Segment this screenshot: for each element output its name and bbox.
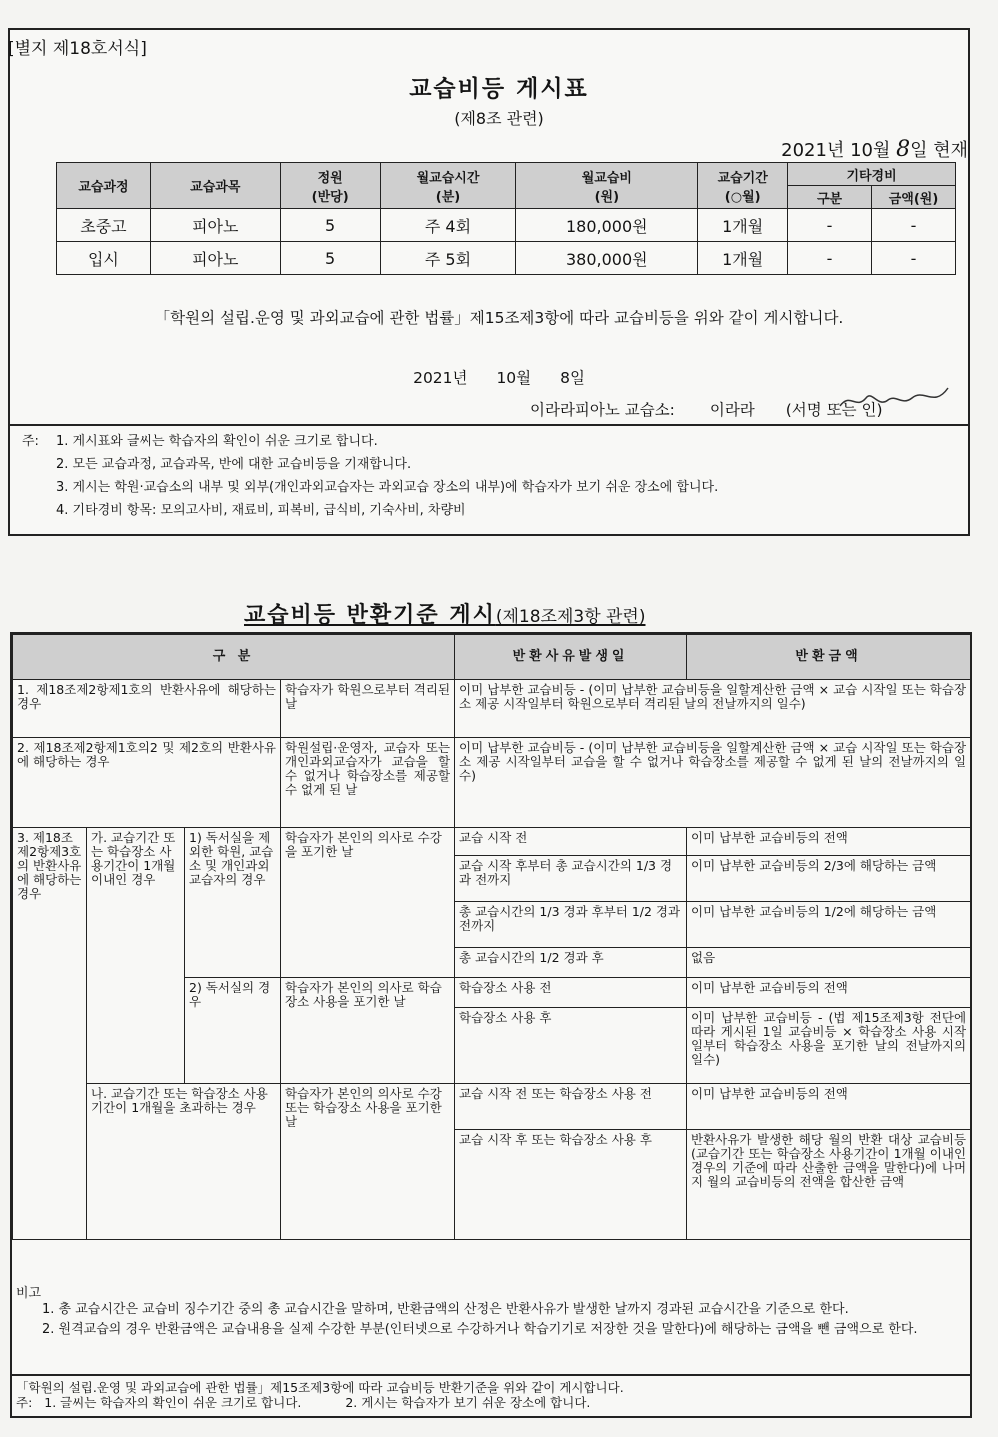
form-number: [별지 제18호서식] (8, 39, 147, 59)
remark-item: 1. 총 교습시간은 교습비 징수기간 중의 총 교습시간을 말하며, 반환금액의 산정은 반환사유가 발생한 날까지 경과된 교습시간을 기준으로 한다. (42, 1302, 849, 1317)
notes-list (56, 430, 718, 522)
r3-a2-when: 학습장소 사용 전 (455, 978, 687, 1008)
r3-a2-when: 학습장소 사용 후 (455, 1008, 687, 1084)
r3-category: 3. 제18조제2항제3호의 반환사유에 해당하는 경우 (13, 828, 87, 1240)
cell-other-type: - (788, 209, 872, 242)
table-row (13, 738, 971, 828)
header-other-amount: 금액(원) (872, 186, 956, 209)
r3-b-label: 나. 교습기간 또는 학습장소 사용기간이 1개월을 초과하는 경우 (87, 1084, 281, 1240)
as-of-day: 8 (896, 137, 911, 162)
r3-b-amount: 반환사유가 발생한 해당 월의 반환 대상 교습비등(교습기간 또는 학습장소 사용기간이 1개월 이내인 경우의 기준에 따라 산출한 금액을 말한다)에 나머지 월의 교습비등의 전액을 합산한 금액 (687, 1130, 971, 1240)
r3-a1-when: 교습 시작 후부터 총 교습시간의 1/3 경과 전까지 (455, 856, 687, 902)
r1-amount: 이미 납부한 교습비등 - (이미 납부한 교습비등을 일할계산한 금액 × 교습 시작일 또는 학습장소 제공 시작일부터 학원으로부터 격리된 날의 전날까지의 일수) (455, 680, 971, 738)
header-category: 구 분 (13, 635, 455, 680)
refund-footer (16, 1380, 624, 1410)
remarks (16, 1286, 961, 1338)
header-other: 기타경비 (788, 163, 956, 186)
signer-name: 이라라 (709, 401, 755, 419)
as-of-year: 2021년 (781, 140, 845, 161)
handwritten-signature (836, 384, 956, 414)
form-title: 교습비등 게시표 (409, 76, 589, 102)
posting-month: 10월 (496, 369, 532, 387)
posting-day: 8일 (560, 369, 585, 387)
header-reason: 반환사유발생일 (455, 635, 687, 680)
cell-other-amount: - (872, 209, 956, 242)
r3-a1-when: 총 교습시간의 1/3 경과 후부터 1/2 경과 전까지 (455, 902, 687, 948)
cell-subject: 피아노 (150, 242, 280, 275)
r2-amount: 이미 납부한 교습비등 - (이미 납부한 교습비등을 일할계산한 금액 × 교습 시작일 또는 학습장소 제공 시작일부터 교습을 할 수 없거나 학습장소를 제공할 수 없게 된 날의 전날까지의 일수) (455, 738, 971, 828)
header-other-type: 구분 (788, 186, 872, 209)
cell-capacity: 5 (280, 242, 380, 275)
header-subject: 교습과목 (150, 163, 280, 209)
r3-a1-when: 교습 시작 전 (455, 828, 687, 856)
cell-other-amount: - (872, 242, 956, 275)
r3-a1-amount: 없음 (687, 948, 971, 978)
cell-time: 주 5회 (380, 242, 516, 275)
footer-divider (10, 1374, 972, 1376)
table-row (13, 680, 971, 738)
note-item: 3. 게시는 학원·교습소의 내부 및 외부(개인과외교습자는 과외교습 장소의 내부)에 학습자가 보기 쉬운 장소에 합니다. (56, 480, 719, 495)
as-of-date (781, 136, 968, 162)
cell-period: 1개월 (698, 209, 788, 242)
note-item: 4. 기타경비 항목: 모의고사비, 재료비, 피복비, 급식비, 기숙사비, 차량비 (56, 503, 466, 518)
header-monthly-time: 월교습시간 (분) (380, 163, 516, 209)
signer-label: 이라라피아노 교습소: (530, 401, 675, 419)
cell-subject: 피아노 (150, 209, 280, 242)
footer-statement: 「학원의 설립.운영 및 과외교습에 관한 법률」제15조제3항에 따라 교습비등 반환기준을 위와 같이 게시합니다. (16, 1380, 624, 1395)
r3-b-when: 교습 시작 후 또는 학습장소 사용 후 (455, 1130, 687, 1240)
r3-a2-label: 2) 독서실의 경우 (185, 978, 281, 1084)
cell-capacity: 5 (280, 209, 380, 242)
footer-note-1: 1. 글씨는 학습자의 확인이 쉬운 크기로 합니다. (44, 1395, 302, 1410)
remarks-label: 비고 (16, 1286, 42, 1301)
r3-a1-amount: 이미 납부한 교습비등의 전액 (687, 828, 971, 856)
cell-course: 초중고 (57, 209, 151, 242)
r3-a1-when: 총 교습시간의 1/2 경과 후 (455, 948, 687, 978)
fee-table (56, 162, 956, 275)
posting-year: 2021년 (413, 369, 468, 387)
r1-category: 1. 제18조제2항제1호의 반환사유에 해당하는 경우 (13, 680, 281, 738)
r3-b-reason: 학습자가 본인의 의사로 수강 또는 학습장소 사용을 포기한 날 (281, 1084, 455, 1240)
refund-title-text: 교습비등 반환기준 게시 (244, 603, 496, 628)
remark-item: 2. 원격교습의 경우 반환금액은 교습내용을 실제 수강한 부분(인터넷으로 수강하거나 학습기기로 저장한 것을 말한다)에 해당하는 금액을 뺀 금액으로 한다. (42, 1322, 918, 1337)
sign-label: (서명 또는 인) (785, 401, 883, 419)
table-row (57, 242, 956, 275)
header-course: 교습과정 (57, 163, 151, 209)
note-item: 1. 게시표와 글씨는 학습자의 확인이 쉬운 크기로 합니다. (56, 434, 378, 449)
cell-course: 입시 (57, 242, 151, 275)
r2-category: 2. 제18조제2항제1호의2 및 제2호의 반환사유에 해당하는 경우 (13, 738, 281, 828)
as-of-suffix: 일 현재 (910, 140, 968, 161)
cell-period: 1개월 (698, 242, 788, 275)
r3-b-when: 교습 시작 전 또는 학습장소 사용 전 (455, 1084, 687, 1130)
r3-a1-label: 1) 독서실을 제외한 학원, 교습소 및 개인과외교습자의 경우 (185, 828, 281, 978)
form-subtitle: (제8조 관련) (454, 109, 544, 128)
as-of-month: 10월 (850, 140, 891, 161)
r3-b-amount: 이미 납부한 교습비등의 전액 (687, 1084, 971, 1130)
header-capacity: 정원 (반당) (280, 163, 380, 209)
header-amount: 반환금액 (687, 635, 971, 680)
note-item: 2. 모든 교습과정, 교습과목, 반에 대한 교습비등을 기재합니다. (56, 457, 412, 472)
refund-title-ref: (제18조제3항 관련) (495, 607, 646, 627)
posting-statement: 「학원의 설립.운영 및 과외교습에 관한 법률」제15조제3항에 따라 교습비등을 위와 같이 게시합니다. (154, 309, 844, 327)
refund-table (12, 634, 971, 1240)
notes-label: 주: (22, 434, 39, 449)
r3-a-label: 가. 교습기간 또는 학습장소 사용기간이 1개월 이내인 경우 (87, 828, 185, 1084)
notes-divider (8, 424, 970, 426)
header-period: 교습기간 (○월) (698, 163, 788, 209)
r3-a1-reason: 학습자가 본인의 의사로 수강을 포기한 날 (281, 828, 455, 978)
r3-a1-amount: 이미 납부한 교습비등의 2/3에 해당하는 금액 (687, 856, 971, 902)
footer-note-2: 2. 게시는 학습자가 보기 쉬운 장소에 합니다. (345, 1395, 591, 1410)
r2-reason: 학원설립·운영자, 교습자 또는 개인과외교습자가 교습을 할 수 없거나 학습장소를 제공할 수 없게 된 날 (281, 738, 455, 828)
refund-title (244, 598, 646, 629)
cell-time: 주 4회 (380, 209, 516, 242)
r3-a2-amount: 이미 납부한 교습비등의 전액 (687, 978, 971, 1008)
cell-other-type: - (788, 242, 872, 275)
cell-fee: 180,000원 (516, 209, 698, 242)
signer-line (530, 398, 883, 420)
table-row (57, 209, 956, 242)
r1-reason: 학습자가 학원으로부터 격리된 날 (281, 680, 455, 738)
r3-a2-amount: 이미 납부한 교습비등 - (법 제15조제3항 전단에 따라 게시된 1일 교습비등 × 학습장소 사용 시작일부터 학습장소 사용을 포기한 날의 전날까지의 일수) (687, 1008, 971, 1084)
cell-fee: 380,000원 (516, 242, 698, 275)
r3-a2-reason: 학습자가 본인의 의사로 학습장소 사용을 포기한 날 (281, 978, 455, 1084)
footer-note-label: 주: (16, 1395, 33, 1410)
header-monthly-fee: 월교습비 (원) (516, 163, 698, 209)
r3-a1-amount: 이미 납부한 교습비등의 1/2에 해당하는 금액 (687, 902, 971, 948)
